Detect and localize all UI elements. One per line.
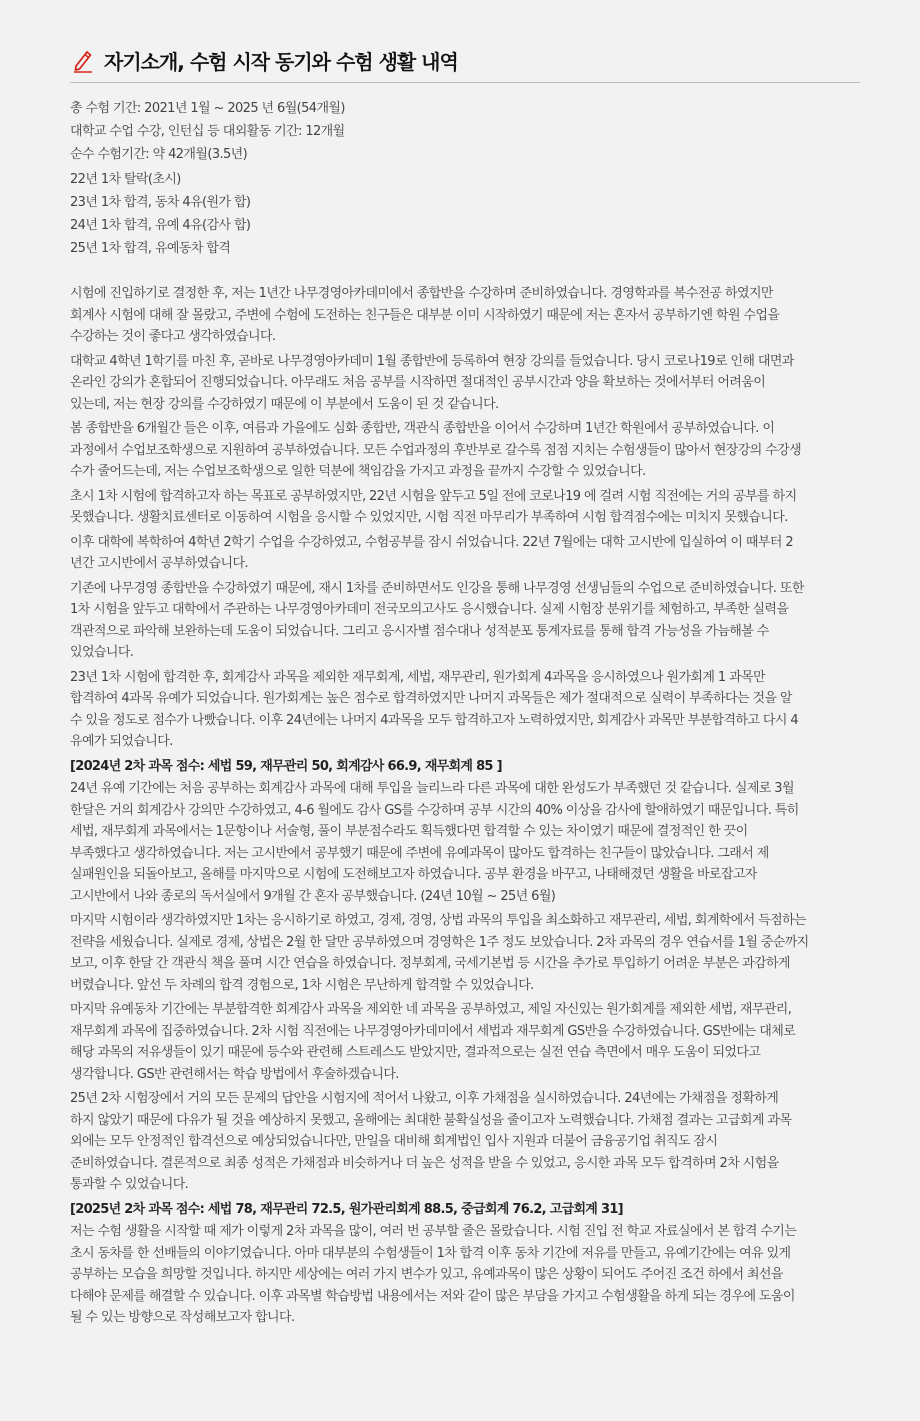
paragraph-group-2: [70, 778, 860, 1196]
paragraph: [70, 532, 850, 575]
paragraph-line: 수강하는 것이 좋다고 생각하였습니다.: [70, 329, 276, 344]
paragraph-line: 24년 유예 기간에는 처음 공부하는 회계감사 과목에 대해 투입을 늘리느라 다른 과목에 대한 완성도가 부족했던 것 같습니다. 실제로 3월: [70, 781, 794, 796]
paragraph-line: 저는 수험 생활을 시작할 때 제가 이렇게 2차 과목을 많이, 여러 번 공부할 줄은 몰랐습니다. 시험 진입 전 학교 자료실에서 본 합격 수기는: [70, 1224, 797, 1239]
paragraph-line: 초시 동차를 한 선배들의 이야기였습니다. 아마 대부분의 수험생들이 1차 합격 이후 동차 기간에 저유를 만들고, 유예기간에는 여유 있게: [70, 1245, 791, 1261]
paragraph-line: 부족했다고 생각하였습니다. 저는 고시반에서 공부했기 때문에 주변에 유예과목이 많아도 합격하는 친구들이 많았습니다. 그래서 제: [70, 845, 769, 861]
paragraph-line: 버렸습니다. 앞선 두 차례의 합격 경험으로, 1차 시험은 무난하게 합격할 수 있었습니다.: [70, 977, 534, 993]
paragraph-line: 유예가 되었습니다.: [70, 734, 173, 749]
paragraph: [70, 418, 850, 483]
score-2024: [2024년 2차 과목 점수: 세법 59, 재무관리 50, 회계감사 66.9, 재무회계 85 ]: [70, 758, 502, 774]
paragraph-line: 이후 대학에 복학하여 4학년 2학기 수업을 수강하였고, 수험공부를 잠시 쉬었습니다. 22년 7월에는 대학 고시반에 입실하여 이 때부터 2: [70, 534, 793, 550]
paragraph-line: 수가 줄어드는데, 저는 수업보조학생으로 일한 덕분에 책임감을 가지고 과정을 끝까지 수강할 수 있었습니다.: [70, 464, 646, 479]
summary-result-25: 25년 1차 합격, 유예동차 합격: [70, 241, 231, 256]
paragraph-line: 합격하여 4과목 유예가 되었습니다. 원가회계는 높은 점수로 합격하였지만 나머지 과목들은 제가 절대적으로 실력이 부족하다는 것을 알: [70, 691, 792, 706]
summary-result-23: 23년 1차 합격, 동차 4유(원가 합): [70, 195, 251, 210]
paragraph: [70, 667, 850, 753]
exam-summary: [70, 97, 860, 260]
paragraph: [70, 910, 850, 996]
paragraph-line: 기존에 나무경영 종합반을 수강하였기 때문에, 재시 1차를 준비하면서도 인강을 통해 나무경영 선생님들의 수업으로 준비하였습니다. 또한: [70, 580, 804, 596]
paragraph: [70, 1221, 850, 1329]
paragraph-line: 회계사 시험에 대해 잘 몰랐고, 주변에 수험에 도전하는 친구들은 대부분 이미 시작하였기 때문에 저는 혼자서 공부하기엔 학원 수업을: [70, 307, 780, 323]
paragraph-line: 있었습니다.: [70, 645, 134, 660]
paragraph-group-1: [70, 283, 860, 753]
paragraph-line: 객관적으로 파악해 보완하는데 도움이 되었습니다. 그리고 응시자별 점수대나 성적분포 통계자료를 통해 합격 가능성을 가늠해볼 수: [70, 623, 769, 639]
title-divider: [70, 82, 860, 83]
paragraph-line: 마지막 유예동차 기간에는 부분합격한 회계감사 과목을 제외한 네 과목을 공부하였고, 제일 자신있는 원가회계를 제외한 세법, 재무관리,: [70, 1002, 792, 1017]
paragraph: [70, 351, 850, 416]
paragraph-line: 다해야 문제를 해결할 수 있습니다. 이후 과목별 학습방법 내용에서는 저와 같이 많은 부담을 가지고 수험생활을 하게 되는 경우에 도움이: [70, 1288, 795, 1304]
page-title: 자기소개, 수험 시작 동기와 수험 생활 내역: [104, 49, 458, 74]
paragraph-line: 될 수 있는 방향으로 작성해보고자 합니다.: [70, 1310, 295, 1325]
paragraph-line: 생각합니다. GS반 관련해서는 학습 방법에서 후술하겠습니다.: [70, 1066, 399, 1082]
paragraph-line: 한달은 거의 회계감사 강의만 수강하였고, 4-6 월에도 감사 GS를 수강하며 공부 시간의 40% 이상을 감사에 할애하였기 때문입니다. 특히: [70, 802, 799, 818]
paragraph-line: 공부하는 모습을 희망할 것입니다. 하지만 세상에는 여러 가지 변수가 있고, 유예과목이 많은 상황이 되어도 주어진 조건 하에서 최선을: [70, 1267, 783, 1282]
paragraph-line: 전략을 세웠습니다. 실제로 경제, 상법은 2월 한 달만 공부하였으며 경영학은 1주 정도 보았습니다. 2차 과목의 경우 연습서를 1월 중순까지: [70, 934, 809, 950]
paragraph-line: 온라인 강의가 혼합되어 진행되었습니다. 아무래도 처음 공부를 시작하면 절대적인 공부시간과 양을 확보하는 것에서부터 어려움이: [70, 375, 766, 390]
paragraph-line: 25년 2차 시험장에서 거의 모든 문제의 답안을 시험지에 적어서 나왔고, 이후 가채점을 실시하였습니다. 24년에는 가채점을 정확하게: [70, 1091, 779, 1106]
paragraph-line: 하지 않았기 때문에 다유가 될 것을 예상하지 못했고, 올해에는 최대한 불확실성을 줄이고자 노력했습니다. 가채점 결과는 고급회계 과목: [70, 1112, 792, 1128]
paragraph-line: 년간 고시반에서 공부하였습니다.: [70, 556, 249, 571]
paragraph-line: 준비하였습니다. 결론적으로 최종 성적은 가채점과 비슷하거나 더 높은 성적을 받을 수 있었고, 응시한 과목 모두 합격하며 2차 시험을: [70, 1155, 779, 1171]
paragraph-line: 23년 1차 시험에 합격한 후, 회계감사 과목을 제외한 재무회계, 세법, 재무관리, 원가회계 4과목을 응시하였으나 원가회계 1 과목만: [70, 669, 765, 685]
summary-period-total: 총 수험 기간: 2021년 1월 ~ 2025 년 6월(54개월): [70, 101, 345, 116]
paragraph-line: 재무회계 과목에 집중하였습니다. 2차 시험 직전에는 나무경영아카데미에서 세법과 재무회계 GS반을 수강하였습니다. GS반에는 대체로: [70, 1023, 796, 1039]
paragraph-line: 과정에서 수업보조학생으로 지원하여 공부하였습니다. 모든 수업과정의 후반부로 갈수록 점점 지치는 수험생들이 많아서 현장강의 수강생: [70, 442, 802, 458]
paragraph-line: 1차 시험을 앞두고 대학에서 주관하는 나무경영아카데미 전국모의고사도 응시했습니다. 실제 시험장 분위기를 체험하고, 부족한 실력을: [70, 602, 789, 617]
paragraph-line: 마지막 시험이라 생각하였지만 1차는 응시하기로 하였고, 경제, 경영, 상법 과목의 투입을 최소화하고 재무관리, 세법, 회계학에서 득점하는: [70, 913, 807, 928]
paragraph: [70, 778, 850, 907]
paragraph-line: 대학교 4학년 1학기를 마친 후, 곧바로 나무경영아카데미 1월 종합반에 등록하여 현장 강의를 들었습니다. 당시 코로나19로 인해 대면과: [70, 353, 794, 369]
paragraph-line: 해당 과목의 저유생들이 있기 때문에 등수와 관련해 스트레스도 받았지만, 결과적으로는 실전 연습 측면에서 매우 도움이 되었다고: [70, 1045, 761, 1060]
paragraph-line: 있는데, 저는 현장 강의를 수강하였기 때문에 이 부분에서 도움이 된 것 같습니다.: [70, 396, 499, 412]
score-2025: [2025년 2차 과목 점수: 세법 78, 재무관리 72.5, 원가관리회계 88.5, 중급회계 76.2, 고급회계 31]: [70, 1201, 623, 1217]
paragraph: [70, 1088, 850, 1196]
paragraph: [70, 999, 850, 1085]
paragraph: [70, 486, 850, 529]
paragraph: [70, 283, 850, 348]
paragraph-line: 못했습니다. 생활치료센터로 이동하여 시험을 응시할 수 있었지만, 시험 직전 마무리가 부족하여 시험 합격점수에는 미치지 못했습니다.: [70, 510, 788, 525]
paragraph-line: 외에는 모두 안정적인 합격선으로 예상되었습니다만, 만일을 대비해 회계법인 입사 지원과 더불어 금융공기업 취직도 잠시: [70, 1134, 718, 1149]
paragraph-line: 고시반에서 나와 종로의 독서실에서 9개월 간 혼자 공부했습니다. (24년 10월 ~ 25년 6월): [70, 888, 556, 904]
paragraph-line: 초시 1차 시험에 합격하고자 하는 목표로 공부하였지만, 22년 시험을 앞두고 5일 전에 코로나19 에 걸려 시험 직전에는 거의 공부를 하지: [70, 488, 797, 504]
paragraph-line: 봄 종합반을 6개월간 들은 이후, 여름과 가을에도 심화 종합반, 객관식 종합반을 이어서 수강하며 1년간 학원에서 공부하였습니다. 이: [70, 421, 775, 436]
paragraph-line: 수 있을 정도로 점수가 나빴습니다. 이후 24년에는 나머지 4과목을 모두 합격하고자 노력하였지만, 회계감사 과목만 부분합격하고 다시 4: [70, 712, 799, 728]
summary-result-24: 24년 1차 합격, 유예 4유(감사 합): [70, 218, 251, 233]
summary-period-activities: 대학교 수업 수강, 인턴십 등 대외활동 기간: 12개월: [70, 124, 345, 139]
paragraph-line: 시험에 진입하기로 결정한 후, 저는 1년간 나무경영아카데미에서 종합반을 수강하며 준비하였습니다. 경영학과를 복수전공 하였지만: [70, 286, 773, 301]
pencil-icon: [72, 47, 94, 73]
paragraph: [70, 578, 850, 664]
paragraph-line: 세법, 재무회계 과목에서는 1문항이나 서술형, 풀이 부분점수라도 획득했다면 합격할 수 있는 차이였기 때문에 결정적인 한 끗이: [70, 824, 748, 839]
essay-body: [70, 283, 860, 1329]
section-header: [72, 42, 860, 78]
paragraph-line: 보고, 이후 한달 간 객관식 책을 풀며 시간 연습을 하였습니다. 정부회계, 국세기본법 등 시간을 추가로 투입하기 어려운 부분은 과감하게: [70, 956, 790, 971]
paragraph-group-3: [70, 1221, 860, 1329]
summary-result-22: 22년 1차 탈락(초시): [70, 172, 181, 187]
paragraph-line: 통과할 수 있었습니다.: [70, 1177, 189, 1192]
paragraph-line: 실패원인을 되돌아보고, 올해를 마지막으로 시험에 도전해보고자 하였습니다. 공부 환경을 바꾸고, 나태해졌던 생활을 바로잡고자: [70, 867, 757, 882]
summary-period-net: 순수 수험기간: 약 42개월(3.5년): [70, 147, 248, 162]
